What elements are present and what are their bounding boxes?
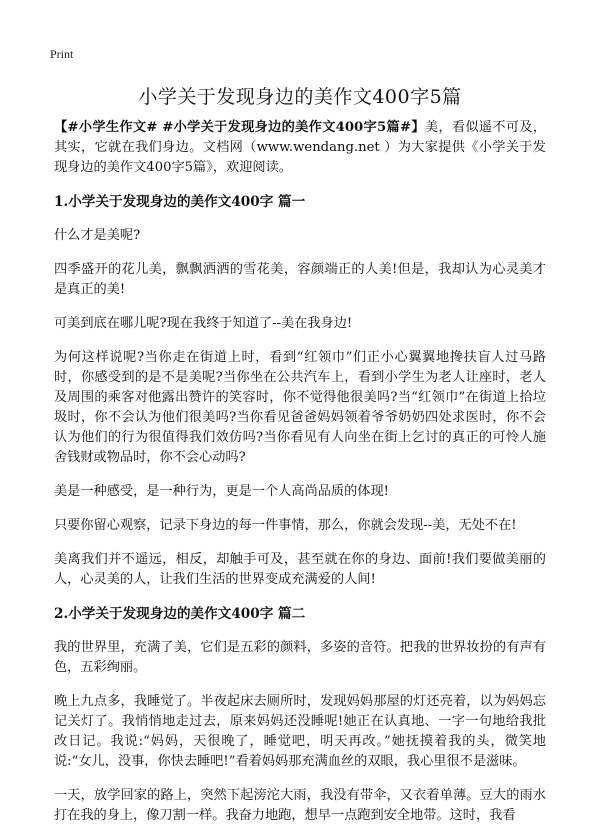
intro-paragraph xyxy=(54,118,546,178)
intro-tag: 【#小学生作文# #小学关于发现身边的美作文400字5篇#】 xyxy=(54,120,425,135)
s1-paragraph-2: 四季盛开的花儿美，飘飘洒洒的雪花美，容颜端正的人美!但是，我却认为心灵美才是真正的美! xyxy=(54,262,546,297)
s1-paragraph-3: 可美到底在哪儿呢?现在我终于知道了--美在我身边! xyxy=(54,316,353,331)
page-title: 小学关于发现身边的美作文400字5篇 xyxy=(138,86,462,108)
s2-paragraph-1: 我的世界里，充满了美，它们是五彩的颜料，多姿的音符。把我的世界妆扮的有声有色，五彩绚丽。 xyxy=(54,640,546,675)
s1-paragraph-4: 为何这样说呢?当你走在街道上时，看到“红领巾”们正小心翼翼地搀扶盲人过马路时，你感受到的是不是美呢?当你坐在公共汽车上，看到小学生为老人让座时，老人及周围的乘客对他露出赞许的笑容时，你不觉得他很美吗?当“红领巾”在街道上拾垃圾时，你不会认为他们很美吗?当你看见爸爸妈妈领着爷爷奶奶四处求医时，你不会认为他们的行为很值得我们效仿吗?当你看见有人向坐在街上乞讨的真正的可怜人施舍钱财或物品时，你不会心动吗? xyxy=(54,350,546,465)
s1-paragraph-7: 美离我们并不遥远，相反，却触手可及，甚至就在你的身边、面前!我们要做美丽的人，心灵美的人，让我们生活的世界变成充满爱的人间! xyxy=(54,552,546,587)
section-2-title: 2.小学关于发现身边的美作文400字 篇二 xyxy=(54,606,306,622)
section-1-title: 1.小学关于发现身边的美作文400字 篇一 xyxy=(54,194,306,210)
s2-paragraph-2: 晚上九点多，我睡觉了。半夜起床去厕所时，发现妈妈那屋的灯还亮着，以为妈妈忘记关灯了。我悄悄地走过去，原来妈妈还没睡呢!她正在认真地、一字一句地给我批改日记。我说:“妈妈，天很晚了，睡觉吧，明天再改。”她抚摸着我的头，微笑地说:“女儿，没事，你快去睡吧!”看着妈妈那充满血丝的双眼，我心里很不是滋味。 xyxy=(54,694,546,769)
intro-text: 美，看似遥不可及，其实，它就在我们身边。文档网（www.wendang.net ）为大家提供《小学关于发现身边的美作文400字5篇》，欢迎阅读。 xyxy=(54,120,547,175)
print-label[interactable]: Print xyxy=(50,47,74,61)
s1-paragraph-1: 什么才是美呢? xyxy=(54,228,141,243)
s2-paragraph-3: 一天，放学回家的路上，突然下起滂沱大雨，我没有带伞，又衣着单薄。豆大的雨水打在我的身上，像刀割一样。我奋力地跑，想早一点跑到安全地带。这时，我看 xyxy=(54,788,546,823)
article-body xyxy=(54,118,546,840)
s1-paragraph-5: 美是一种感受，是一种行为，更是一个人高尚品质的体现! xyxy=(54,484,389,499)
s1-paragraph-6: 只要你留心观察，记录下身边的每一件事情，那么，你就会发现--美，无处不在! xyxy=(54,518,517,533)
